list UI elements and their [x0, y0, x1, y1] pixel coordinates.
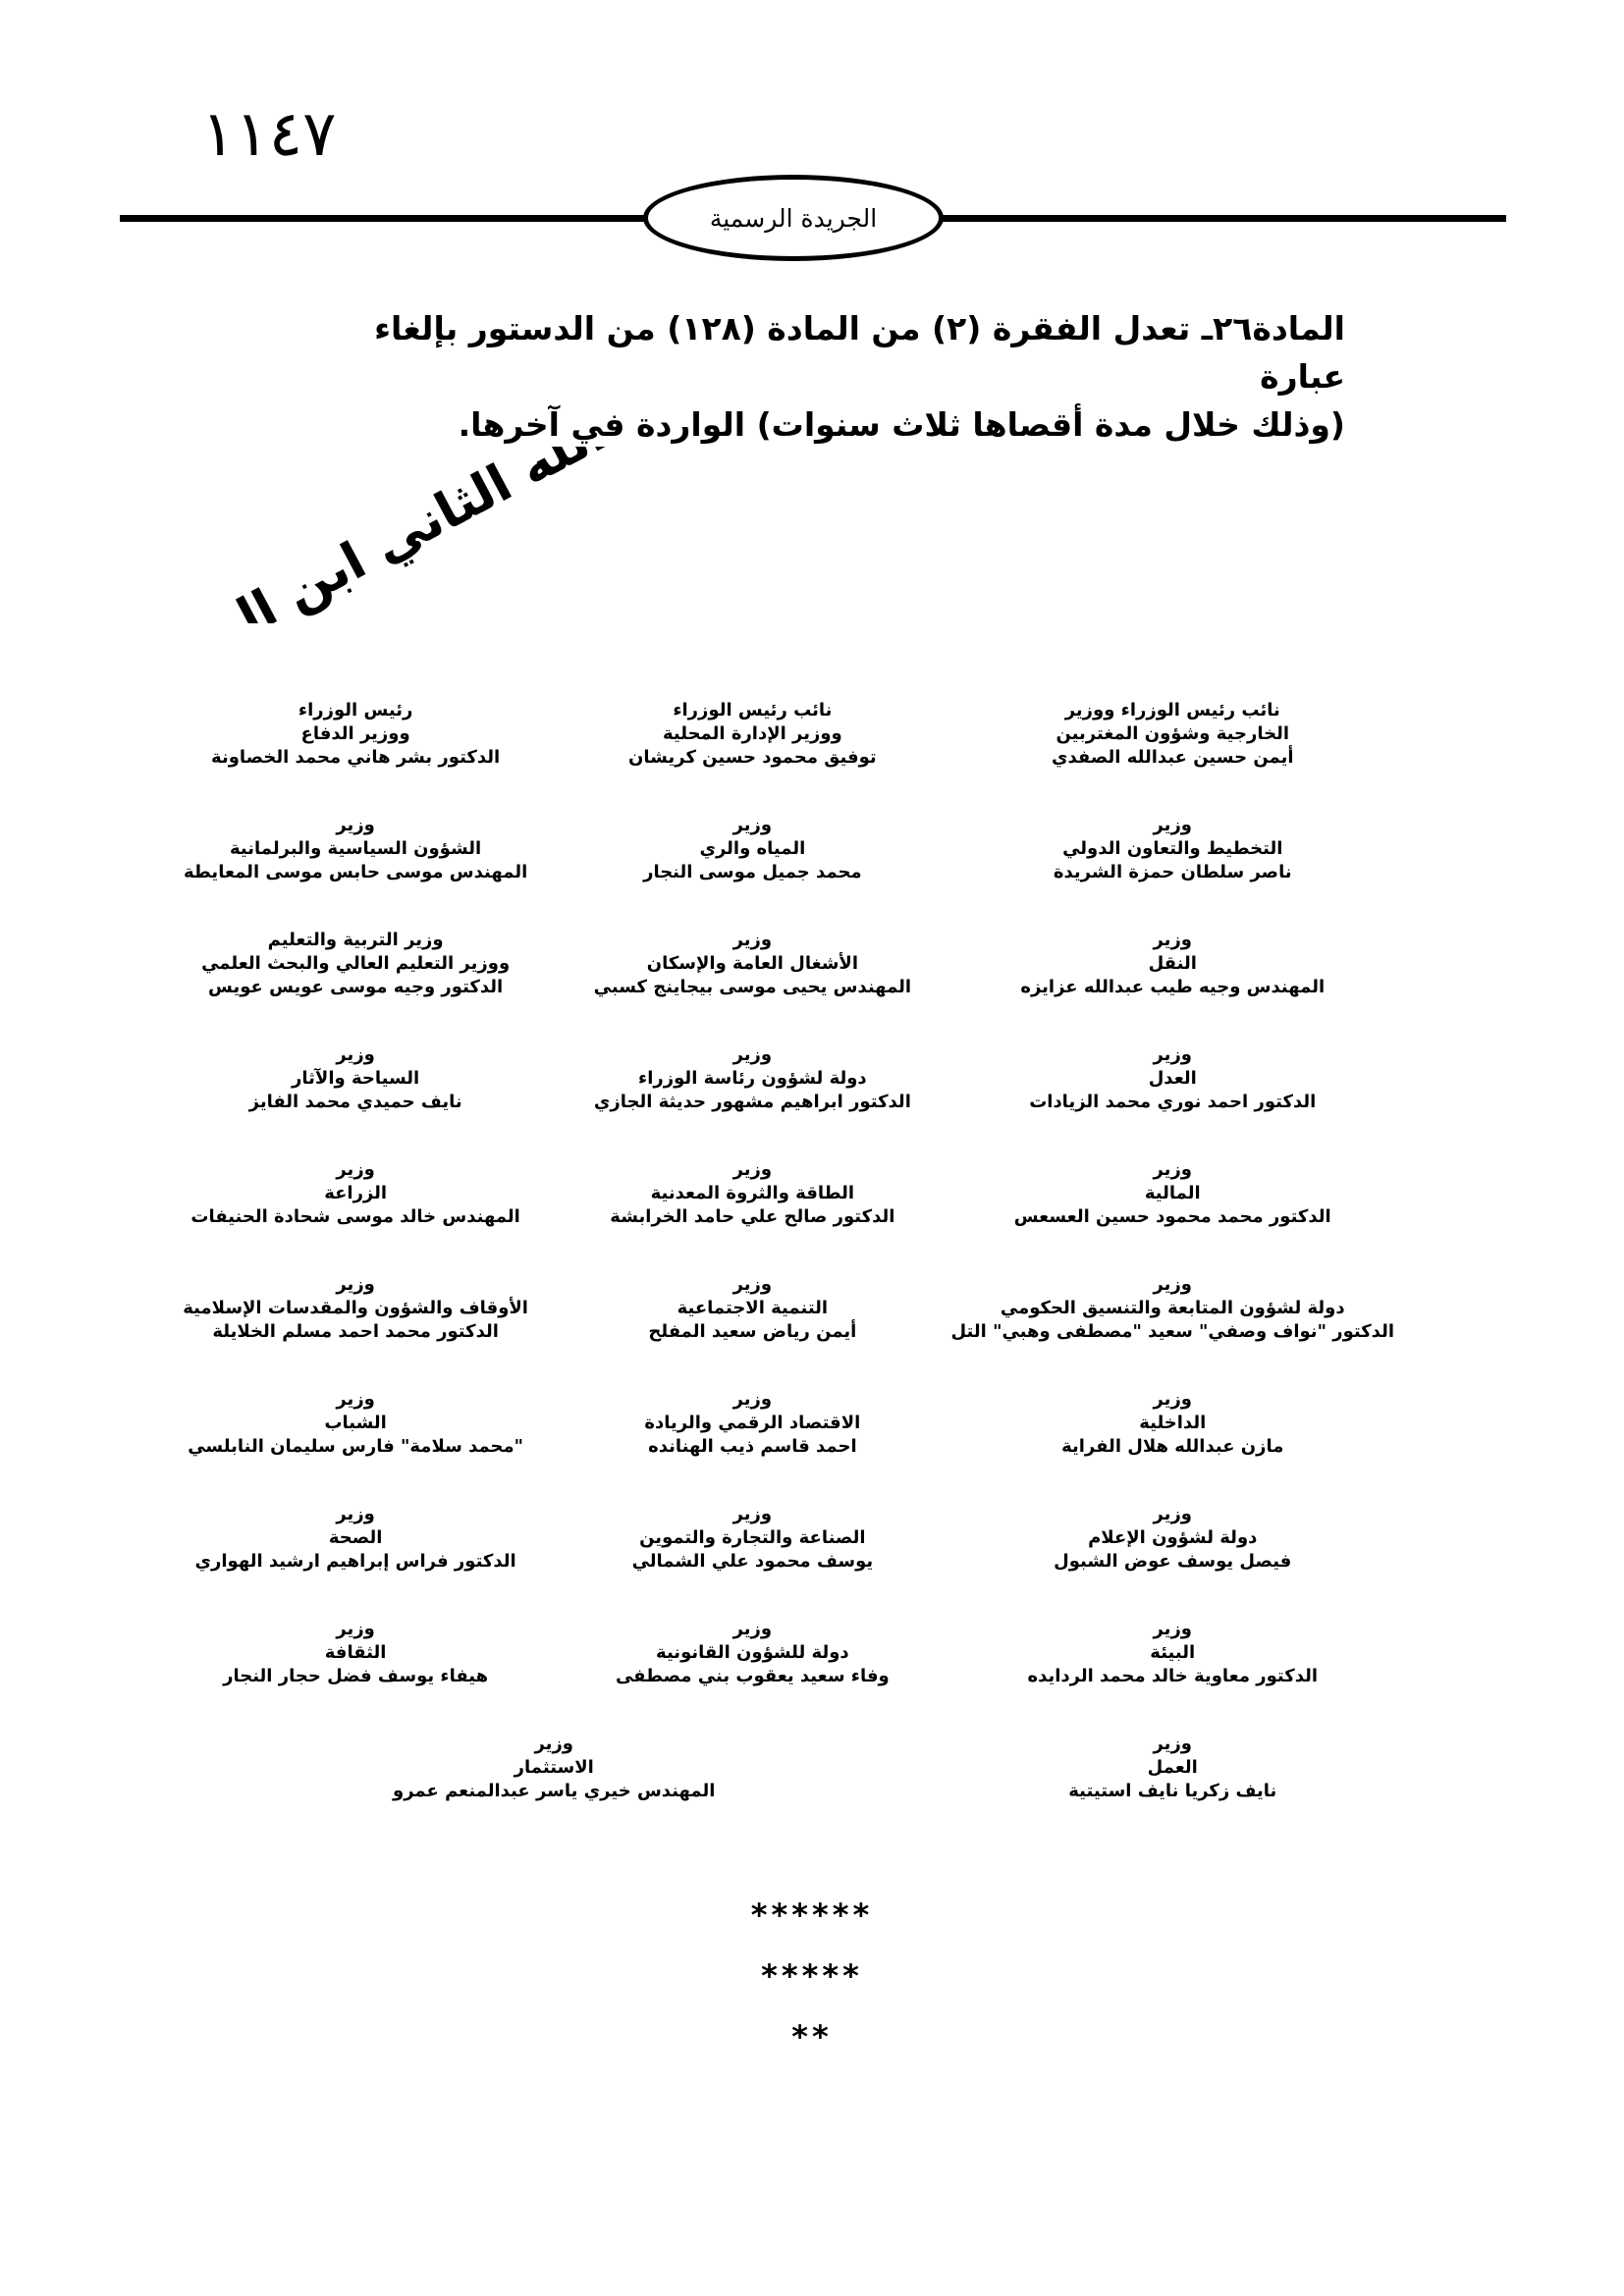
article-text [344, 304, 1345, 449]
minister-entry: وزير المياه والري محمد جميل موسى النجار [643, 815, 862, 882]
article-line-1: المادة٢٦ـ تعدل الفقرة (٢) من المادة (١٢٨) من الدستور بإلغاء عبارة [374, 309, 1345, 396]
minister-entry: رئيس الوزراء ووزير الدفاع الدكتور بشر هاني محمد الخصاونة [211, 700, 501, 768]
minister-entry: وزير الأوقاف والشؤون والمقدسات الإسلامية الدكتور محمد احمد مسلم الخلايلة [183, 1274, 528, 1342]
minister-entry: وزير الطاقة والثروة المعدنية الدكتور صالح علي حامد الخرابشة [610, 1159, 895, 1227]
end-separator [0, 1885, 1624, 2067]
minister-entry: وزير دولة للشؤون القانونية وفاء سعيد يعقوب بني مصطفى [615, 1619, 890, 1686]
page-number: ١١٤٧ [201, 98, 337, 171]
minister-entry: وزير دولة لشؤون المتابعة والتنسيق الحكومي الدكتور "نواف وصفي" سعيد "مصطفى وهبي" التل [950, 1274, 1394, 1342]
minister-entry: وزير الداخلية مازن عبدالله هلال الفراية [1061, 1389, 1284, 1457]
minister-entry: وزير الصحة الدكتور فراس إبراهيم ارشيد الهواري [194, 1504, 516, 1572]
minister-entry: وزير العمل نايف زكريا نايف استيتية [1068, 1734, 1277, 1801]
royal-signature [183, 447, 615, 623]
minister-entry: وزير التخطيط والتعاون الدولي ناصر سلطان حمزة الشريدة [1053, 815, 1292, 882]
minister-entry: وزير دولة لشؤون الإعلام فيصل يوسف عوض الشبول [1054, 1504, 1292, 1572]
minister-entry: وزير الاستثمار المهندس خيري ياسر عبدالمنعم عمرو [393, 1734, 716, 1801]
gazette-title: الجريدة الرسمية [643, 175, 944, 261]
minister-entry: وزير الشؤون السياسية والبرلمانية المهندس موسى حابس موسى المعايطة [183, 815, 528, 882]
minister-entry: وزير العدل الدكتور احمد نوري محمد الزيادات [1029, 1044, 1317, 1112]
minister-entry: وزير التربية والتعليم ووزير التعليم العالي والبحث العلمي الدكتور وجيه موسى عويس عويس [201, 930, 511, 997]
minister-entry: وزير الزراعة المهندس خالد موسى شحادة الحنيفات [190, 1159, 520, 1227]
separator-line: ** [791, 2018, 833, 2056]
ministers-signatures [157, 699, 1394, 1847]
minister-entry: وزير المالية الدكتور محمد محمود حسين العسعس [1013, 1159, 1331, 1227]
minister-entry: وزير دولة لشؤون رئاسة الوزراء الدكتور ابراهيم مشهور حديثة الجازي [593, 1044, 911, 1112]
minister-entry: وزير الشباب "محمد سلامة" فارس سليمان النابلسي [188, 1389, 524, 1457]
minister-entry: وزير البيئة الدكتور معاوية خالد محمد الردايده [1027, 1619, 1319, 1686]
signature-text [183, 447, 615, 623]
minister-entry: وزير الصناعة والتجارة والتموين يوسف محمود علي الشمالي [631, 1504, 874, 1572]
minister-entry: وزير الاقتصاد الرقمي والريادة احمد قاسم ذيب الهنانده [644, 1389, 861, 1457]
minister-entry: وزير السياحة والآثار نايف حميدي محمد الفايز [248, 1044, 462, 1112]
minister-entry: نائب رئيس الوزراء ووزير الخارجية وشؤون المغتربين أيمن حسين عبدالله الصفدي [1051, 700, 1294, 768]
separator-line: ***** [761, 1957, 863, 1995]
minister-entry: نائب رئيس الوزراء ووزير الإدارة المحلية توفيق محمود حسين كريشان [628, 700, 877, 768]
minister-entry: وزير الثقافة هيفاء يوسف فضل حجار النجار [223, 1619, 489, 1686]
minister-entry: وزير النقل المهندس وجيه طيب عبدالله عزايزه [1020, 930, 1326, 997]
minister-entry: وزير التنمية الاجتماعية أيمن رياض سعيد المفلح [648, 1274, 857, 1342]
minister-entry: وزير الأشغال العامة والإسكان المهندس يحيى موسى بيجاينج كسبي [593, 930, 912, 997]
separator-line: ****** [750, 1896, 874, 1934]
article-line-2: (وذلك خلال مدة أقصاها ثلاث سنوات) الواردة في آخرها. [458, 405, 1345, 444]
